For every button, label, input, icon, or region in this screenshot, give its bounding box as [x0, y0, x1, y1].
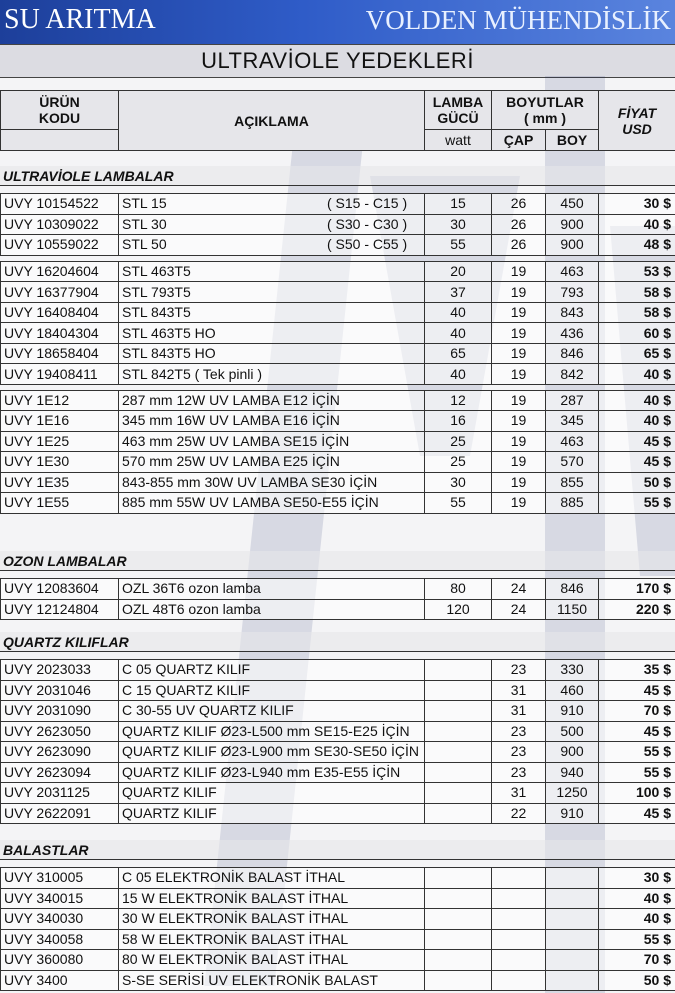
cell-boy [546, 909, 599, 930]
cell-fiyat: 40 $ [599, 888, 675, 909]
cell-lamba-gucu: 120 [425, 599, 492, 620]
table-row [1, 343, 675, 364]
cell-cap [492, 888, 546, 909]
banner-left-text: SU ARITMA [4, 4, 156, 35]
cell-urun-kodu: UVY 2623090 [1, 742, 119, 763]
cell-aciklama: 58 W ELEKTRONİK BALAST İTHAL [119, 929, 425, 950]
cell-aciklama: C 30-55 UV QUARTZ KILIF [119, 701, 425, 722]
cell-aciklama: OZL 36T6 ozon lamba [119, 579, 425, 600]
header-boy: BOY [546, 130, 599, 151]
table-row [1, 452, 675, 473]
header-fiyat: FİYAT USD [599, 91, 675, 151]
table-row [1, 701, 675, 722]
cell-fiyat: 50 $ [599, 970, 675, 991]
cell-urun-kodu: UVY 2623050 [1, 721, 119, 742]
cell-cap: 31 [492, 783, 546, 804]
cell-aciklama: QUARTZ KILIF [119, 803, 425, 824]
table-row [1, 364, 675, 385]
table-row [1, 579, 675, 600]
cell-aciklama: QUARTZ KILIF Ø23-L940 mm E35-E55 İÇİN [119, 762, 425, 783]
cell-aciklama: C 05 ELEKTRONİK BALAST İTHAL [119, 868, 425, 889]
cell-aciklama: QUARTZ KILIF Ø23-L500 mm SE15-E25 İÇİN [119, 721, 425, 742]
cell-cap: 19 [492, 282, 546, 303]
cell-fiyat: 35 $ [599, 660, 675, 681]
cell-boy: 910 [546, 701, 599, 722]
cell-urun-kodu: UVY 2622091 [1, 803, 119, 824]
cell-cap: 19 [492, 343, 546, 364]
cell-boy [546, 950, 599, 971]
cell-lamba-gucu: 15 [425, 194, 492, 215]
cell-fiyat: 40 $ [599, 909, 675, 930]
cell-urun-kodu: UVY 340030 [1, 909, 119, 930]
cell-cap: 26 [492, 194, 546, 215]
cell-fiyat: 30 $ [599, 194, 675, 215]
cell-boy: 900 [546, 214, 599, 235]
cell-urun-kodu: UVY 10559022 [1, 235, 119, 256]
cell-lamba-gucu [425, 803, 492, 824]
cell-lamba-gucu: 55 [425, 235, 492, 256]
cell-aciklama: OZL 48T6 ozon lamba [119, 599, 425, 620]
cell-cap: 19 [492, 323, 546, 344]
cell-boy [546, 929, 599, 950]
cell-aciklama: STL 50 ( S50 - C55 ) [119, 235, 425, 256]
cell-lamba-gucu: 20 [425, 261, 492, 282]
cell-lamba-gucu [425, 909, 492, 930]
table-row [1, 868, 675, 889]
cell-lamba-gucu: 65 [425, 343, 492, 364]
banner-right-text: VOLDEN MÜHENDİSLİK [365, 5, 671, 35]
cell-lamba-gucu [425, 721, 492, 742]
cell-fiyat: 45 $ [599, 721, 675, 742]
cell-cap: 24 [492, 579, 546, 600]
product-group [0, 390, 675, 514]
cell-cap: 31 [492, 680, 546, 701]
cell-boy: 450 [546, 194, 599, 215]
cell-fiyat: 55 $ [599, 493, 675, 514]
cell-cap: 19 [492, 452, 546, 473]
cell-fiyat: 58 $ [599, 282, 675, 303]
table-row [1, 411, 675, 432]
cell-lamba-gucu [425, 950, 492, 971]
cell-lamba-gucu [425, 929, 492, 950]
cell-fiyat: 50 $ [599, 472, 675, 493]
cell-cap [492, 950, 546, 971]
cell-aciklama: STL 15 ( S15 - C15 ) [119, 194, 425, 215]
cell-boy: 846 [546, 579, 599, 600]
cell-aciklama: 843-855 mm 30W UV LAMBA SE30 İÇİN [119, 472, 425, 493]
product-group [0, 193, 675, 256]
cell-fiyat: 45 $ [599, 680, 675, 701]
cell-fiyat: 58 $ [599, 302, 675, 323]
cell-aciklama: C 15 QUARTZ KILIF [119, 680, 425, 701]
table-row [1, 680, 675, 701]
cell-lamba-gucu: 40 [425, 302, 492, 323]
cell-boy: 900 [546, 742, 599, 763]
cell-boy [546, 970, 599, 991]
cell-aciklama: STL 463T5 HO [119, 323, 425, 344]
table-row [1, 261, 675, 282]
cell-boy: 436 [546, 323, 599, 344]
cell-urun-kodu: UVY 340015 [1, 888, 119, 909]
table-row [1, 721, 675, 742]
cell-lamba-gucu: 12 [425, 390, 492, 411]
table-row [1, 302, 675, 323]
cell-lamba-gucu: 30 [425, 214, 492, 235]
cell-urun-kodu: UVY 1E12 [1, 390, 119, 411]
cell-aciklama: STL 793T5 [119, 282, 425, 303]
cell-urun-kodu: UVY 16377904 [1, 282, 119, 303]
cell-aciklama: 570 mm 25W UV LAMBA E25 İÇİN [119, 452, 425, 473]
cell-fiyat: 45 $ [599, 431, 675, 452]
cell-urun-kodu: UVY 310005 [1, 868, 119, 889]
cell-cap [492, 929, 546, 950]
cell-cap: 23 [492, 762, 546, 783]
cell-boy: 1150 [546, 599, 599, 620]
cell-fiyat: 60 $ [599, 323, 675, 344]
cell-cap: 26 [492, 235, 546, 256]
cell-cap [492, 970, 546, 991]
cell-cap: 22 [492, 803, 546, 824]
header-watt: watt [425, 130, 492, 151]
cell-boy: 885 [546, 493, 599, 514]
product-group [0, 867, 675, 991]
cell-urun-kodu: UVY 2031046 [1, 680, 119, 701]
cell-fiyat: 65 $ [599, 343, 675, 364]
cell-urun-kodu: UVY 19408411 [1, 364, 119, 385]
cell-lamba-gucu: 30 [425, 472, 492, 493]
cell-cap: 19 [492, 431, 546, 452]
header-lamba-gucu: LAMBA GÜCÜ [425, 91, 492, 130]
cell-aciklama: 287 mm 12W UV LAMBA E12 İÇİN [119, 390, 425, 411]
cell-fiyat: 220 $ [599, 599, 675, 620]
table-row [1, 888, 675, 909]
cell-cap: 19 [492, 493, 546, 514]
cell-boy: 793 [546, 282, 599, 303]
cell-lamba-gucu: 40 [425, 323, 492, 344]
cell-lamba-gucu: 80 [425, 579, 492, 600]
cell-aciklama: QUARTZ KILIF Ø23-L900 mm SE30-SE50 İÇİN [119, 742, 425, 763]
cell-boy: 463 [546, 261, 599, 282]
cell-aciklama: STL 463T5 [119, 261, 425, 282]
cell-urun-kodu: UVY 360080 [1, 950, 119, 971]
cell-urun-kodu: UVY 1E16 [1, 411, 119, 432]
section-header: BALASTLAR [0, 840, 675, 860]
cell-fiyat: 70 $ [599, 950, 675, 971]
product-group [0, 659, 675, 824]
cell-boy: 846 [546, 343, 599, 364]
table-row [1, 282, 675, 303]
cell-aciklama: 345 mm 16W UV LAMBA E16 İÇİN [119, 411, 425, 432]
cell-lamba-gucu [425, 783, 492, 804]
cell-aciklama: STL 843T5 HO [119, 343, 425, 364]
cell-fiyat: 40 $ [599, 364, 675, 385]
cell-lamba-gucu [425, 762, 492, 783]
cell-urun-kodu: UVY 16408404 [1, 302, 119, 323]
cell-aciklama: 15 W ELEKTRONİK BALAST İTHAL [119, 888, 425, 909]
header-banner [0, 0, 675, 44]
cell-boy: 500 [546, 721, 599, 742]
table-row [1, 970, 675, 991]
cell-boy: 1250 [546, 783, 599, 804]
cell-cap: 26 [492, 214, 546, 235]
table-row [1, 194, 675, 215]
table-row [1, 493, 675, 514]
cell-urun-kodu: UVY 2031125 [1, 783, 119, 804]
cell-aciklama: STL 30 ( S30 - C30 ) [119, 214, 425, 235]
cell-boy [546, 868, 599, 889]
table-row [1, 950, 675, 971]
cell-urun-kodu: UVY 12083604 [1, 579, 119, 600]
table-row [1, 431, 675, 452]
cell-urun-kodu: UVY 2031090 [1, 701, 119, 722]
cell-aciklama: STL 843T5 [119, 302, 425, 323]
cell-cap [492, 868, 546, 889]
cell-fiyat: 55 $ [599, 742, 675, 763]
cell-cap: 23 [492, 742, 546, 763]
header-aciklama: AÇIKLAMA [119, 91, 425, 151]
cell-lamba-gucu [425, 660, 492, 681]
header-urun-kodu: ÜRÜN KODU [1, 91, 119, 130]
cell-boy: 463 [546, 431, 599, 452]
cell-cap: 23 [492, 721, 546, 742]
cell-boy: 330 [546, 660, 599, 681]
cell-urun-kodu: UVY 2023033 [1, 660, 119, 681]
cell-urun-kodu: UVY 3400 [1, 970, 119, 991]
header-boyutlar: BOYUTLAR ( mm ) [492, 91, 599, 130]
table-row [1, 660, 675, 681]
cell-aciklama: STL 842T5 ( Tek pinli ) [119, 364, 425, 385]
cell-urun-kodu: UVY 16204604 [1, 261, 119, 282]
cell-lamba-gucu: 25 [425, 452, 492, 473]
table-row [1, 762, 675, 783]
table-row [1, 599, 675, 620]
cell-aciklama: S-SE SERİSİ UV ELEKTRONİK BALAST [119, 970, 425, 991]
cell-aciklama: 80 W ELEKTRONİK BALAST İTHAL [119, 950, 425, 971]
cell-boy: 843 [546, 302, 599, 323]
cell-fiyat: 45 $ [599, 803, 675, 824]
table-row [1, 929, 675, 950]
cell-fiyat: 30 $ [599, 868, 675, 889]
cell-lamba-gucu [425, 970, 492, 991]
product-group [0, 578, 675, 620]
cell-lamba-gucu: 25 [425, 431, 492, 452]
cell-boy: 855 [546, 472, 599, 493]
cell-lamba-gucu [425, 868, 492, 889]
cell-aciklama: 30 W ELEKTRONİK BALAST İTHAL [119, 909, 425, 930]
page-title: ULTRAVİOLE YEDEKLERİ [0, 44, 675, 78]
cell-lamba-gucu: 16 [425, 411, 492, 432]
cell-cap: 19 [492, 364, 546, 385]
table-row [1, 803, 675, 824]
cell-cap: 19 [492, 302, 546, 323]
table-row [1, 235, 675, 256]
cell-urun-kodu: UVY 1E55 [1, 493, 119, 514]
cell-urun-kodu: UVY 2623094 [1, 762, 119, 783]
cell-urun-kodu: UVY 10154522 [1, 194, 119, 215]
cell-urun-kodu: UVY 18404304 [1, 323, 119, 344]
cell-cap: 31 [492, 701, 546, 722]
section-header: ULTRAVİOLE LAMBALAR [0, 166, 675, 186]
cell-urun-kodu: UVY 18658404 [1, 343, 119, 364]
column-header [0, 90, 675, 151]
cell-fiyat: 55 $ [599, 762, 675, 783]
cell-lamba-gucu [425, 701, 492, 722]
cell-urun-kodu: UVY 340058 [1, 929, 119, 950]
cell-aciklama: C 05 QUARTZ KILIF [119, 660, 425, 681]
cell-lamba-gucu: 55 [425, 493, 492, 514]
header-urun-spacer [1, 130, 119, 151]
cell-lamba-gucu: 37 [425, 282, 492, 303]
table-row [1, 323, 675, 344]
cell-cap: 19 [492, 472, 546, 493]
cell-boy: 570 [546, 452, 599, 473]
cell-urun-kodu: UVY 1E35 [1, 472, 119, 493]
cell-boy: 940 [546, 762, 599, 783]
cell-fiyat: 40 $ [599, 214, 675, 235]
table-row [1, 909, 675, 930]
cell-urun-kodu: UVY 10309022 [1, 214, 119, 235]
header-cap: ÇAP [492, 130, 546, 151]
cell-boy: 287 [546, 390, 599, 411]
cell-urun-kodu: UVY 1E30 [1, 452, 119, 473]
cell-lamba-gucu: 40 [425, 364, 492, 385]
cell-lamba-gucu [425, 742, 492, 763]
cell-boy: 460 [546, 680, 599, 701]
section-header: QUARTZ KILIFLAR [0, 632, 675, 652]
table-row [1, 214, 675, 235]
cell-boy: 900 [546, 235, 599, 256]
cell-cap: 19 [492, 390, 546, 411]
cell-fiyat: 70 $ [599, 701, 675, 722]
cell-boy [546, 888, 599, 909]
cell-fiyat: 53 $ [599, 261, 675, 282]
cell-fiyat: 170 $ [599, 579, 675, 600]
cell-urun-kodu: UVY 1E25 [1, 431, 119, 452]
cell-fiyat: 40 $ [599, 390, 675, 411]
cell-boy: 345 [546, 411, 599, 432]
cell-fiyat: 55 $ [599, 929, 675, 950]
cell-cap: 24 [492, 599, 546, 620]
cell-aciklama: 463 mm 25W UV LAMBA SE15 İÇİN [119, 431, 425, 452]
cell-cap: 19 [492, 261, 546, 282]
cell-urun-kodu: UVY 12124804 [1, 599, 119, 620]
cell-fiyat: 45 $ [599, 452, 675, 473]
cell-cap [492, 909, 546, 930]
cell-cap: 23 [492, 660, 546, 681]
cell-fiyat: 40 $ [599, 411, 675, 432]
cell-cap: 19 [492, 411, 546, 432]
cell-lamba-gucu [425, 888, 492, 909]
cell-aciklama: QUARTZ KILIF [119, 783, 425, 804]
product-group [0, 261, 675, 385]
cell-boy: 910 [546, 803, 599, 824]
table-row [1, 390, 675, 411]
cell-boy: 842 [546, 364, 599, 385]
cell-fiyat: 48 $ [599, 235, 675, 256]
cell-fiyat: 100 $ [599, 783, 675, 804]
table-row [1, 472, 675, 493]
section-header: OZON LAMBALAR [0, 551, 675, 571]
table-row [1, 783, 675, 804]
cell-lamba-gucu [425, 680, 492, 701]
table-row [1, 742, 675, 763]
cell-aciklama: 885 mm 55W UV LAMBA SE50-E55 İÇİN [119, 493, 425, 514]
